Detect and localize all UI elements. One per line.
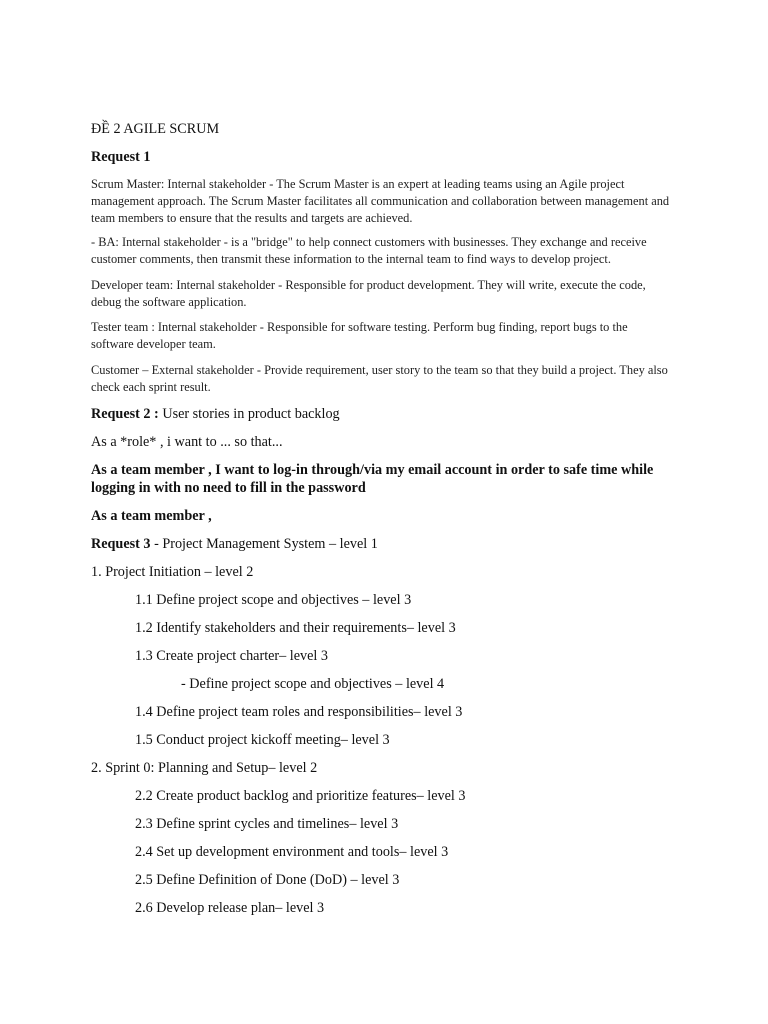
request-3-heading-rest: - Project Management System – level 1 — [150, 536, 378, 552]
text-line: debug the software application. — [91, 294, 247, 309]
customer-paragraph — [91, 362, 691, 396]
request-2-heading-line — [91, 405, 340, 423]
wbs-item-level-4: - Define project scope and objectives – level 4 — [181, 676, 445, 692]
wbs-item-level-3: 1.1 Define project scope and objectives – level 3 — [135, 592, 412, 608]
user-story-template: As a *role* , i want to ... so that... — [91, 434, 283, 450]
wbs-item-level-3: 2.5 Define Definition of Done (DoD) – level 3 — [135, 872, 400, 888]
wbs-item-level-3: 1.2 Identify stakeholders and their requirements– level 3 — [135, 620, 456, 636]
text-line: Tester team : Internal stakeholder - Responsible for software testing. Perform bug finding, report bugs to the — [91, 320, 628, 334]
wbs-item-level-2: 2. Sprint 0: Planning and Setup– level 2 — [91, 760, 318, 776]
document-title: ĐỀ 2 AGILE SCRUM — [91, 121, 220, 137]
wbs-item-level-3: 2.2 Create product backlog and prioritize features– level 3 — [135, 788, 466, 804]
text-line: As a team member , I want to log-in through/via my email account in order to safe time while — [91, 462, 654, 478]
developer-team-paragraph — [91, 277, 691, 311]
wbs-item-level-3: 2.6 Develop release plan– level 3 — [135, 900, 325, 916]
text-line: check each sprint result. — [91, 379, 211, 394]
scrum-master-paragraph — [91, 176, 691, 226]
request-3-heading-line — [91, 535, 378, 553]
wbs-item-level-3: 1.4 Define project team roles and responsibilities– level 3 — [135, 704, 463, 720]
text-line: logging in with no need to fill in the password — [91, 480, 366, 496]
wbs-item-level-2: 1. Project Initiation – level 2 — [91, 564, 254, 580]
user-story-2: As a team member , — [91, 508, 212, 524]
wbs-item-level-3: 1.3 Create project charter– level 3 — [135, 648, 329, 664]
wbs-item-level-3: 1.5 Conduct project kickoff meeting– level 3 — [135, 732, 390, 748]
request-2-heading: Request 2 : — [91, 406, 159, 422]
request-2-heading-rest: User stories in product backlog — [158, 406, 340, 422]
text-line: Customer – External stakeholder - Provide requirement, user story to the team so that they build a project. They also — [91, 363, 668, 377]
ba-paragraph — [91, 234, 691, 268]
text-line: team members to ensure that the results and targets are achieved. — [91, 210, 413, 225]
user-story-1 — [91, 461, 691, 497]
request-3-heading: Request 3 — [91, 536, 151, 552]
request-1-heading: Request 1 — [91, 149, 151, 165]
tester-team-paragraph — [91, 319, 691, 353]
text-line: management approach. The Scrum Master facilitates all communication and collaboration between management and — [91, 193, 670, 208]
text-line: Developer team: Internal stakeholder - Responsible for product development. They will write, execute the code, — [91, 278, 646, 292]
text-line: - BA: Internal stakeholder - is a "bridge" to help connect customers with businesses. They exchange and receive — [91, 235, 647, 249]
text-line: software developer team. — [91, 336, 216, 351]
text-line: Scrum Master: Internal stakeholder - The Scrum Master is an expert at leading teams using an Agile project — [91, 177, 625, 191]
text-line: customer comments, then transmit these information to the internal team to find ways to develop project. — [91, 251, 611, 266]
wbs-item-level-3: 2.4 Set up development environment and tools– level 3 — [135, 844, 449, 860]
wbs-item-level-3: 2.3 Define sprint cycles and timelines– level 3 — [135, 816, 399, 832]
